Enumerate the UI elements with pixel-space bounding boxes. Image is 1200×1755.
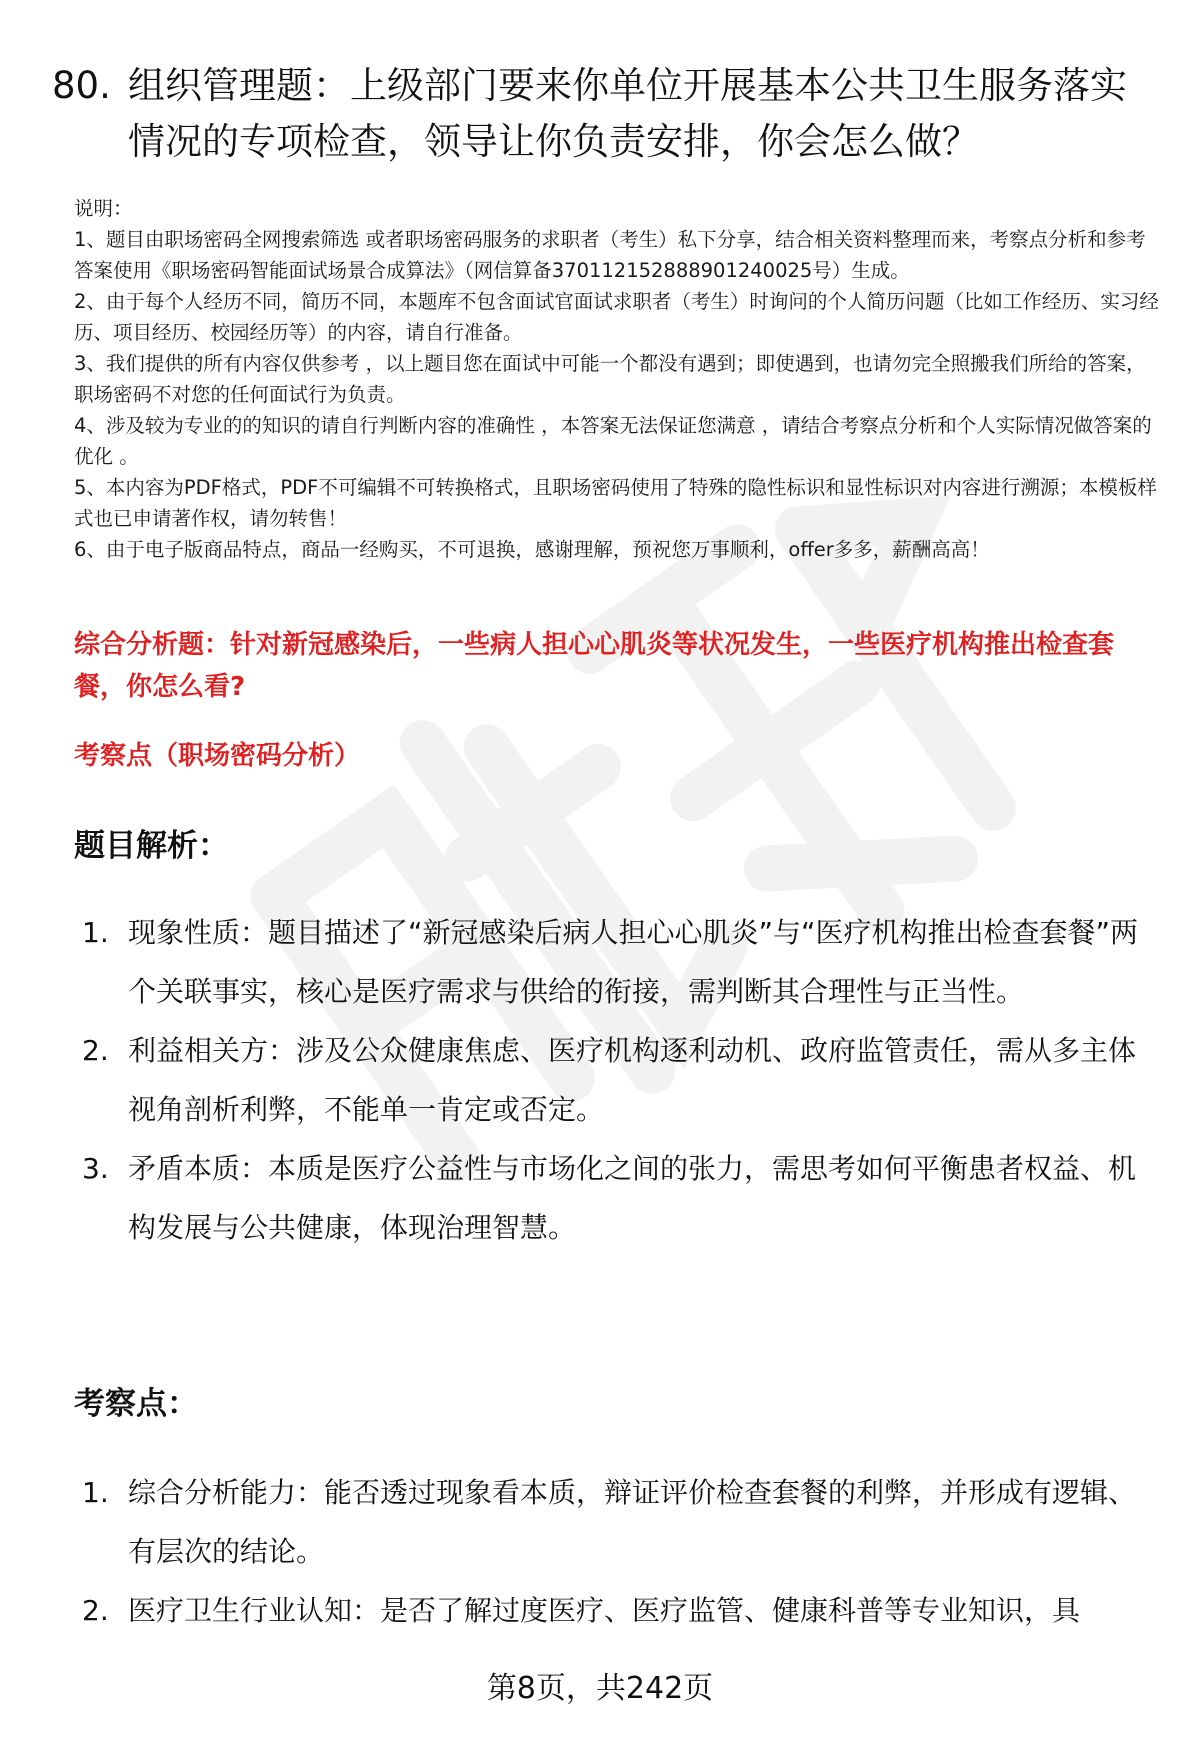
notes-section xyxy=(74,193,1164,565)
item-number: 2. xyxy=(82,1034,109,1067)
item-number: 3. xyxy=(82,1152,109,1185)
notes-line: 5、本内容为PDF格式，PDF不可编辑不可转换格式，且职场密码使用了特殊的隐性标识和显性标识对内容进行溯源；本模板样式也已申请著作权，请勿转售！ xyxy=(74,476,1157,530)
list-item xyxy=(82,1139,1157,1257)
question-text: 组织管理题：上级部门要来你单位开展基本公共卫生服务落实情况的专项检查，领导让你负责安排，你会怎么做？ xyxy=(128,64,1127,163)
list-item xyxy=(82,903,1157,1021)
item-text: 利益相关方：涉及公众健康焦虑、医疗机构逐利动机、政府监管责任，需从多主体视角剖析利弊，不能单一肯定或否定。 xyxy=(128,1034,1137,1126)
analysis-list xyxy=(82,903,1157,1257)
notes-line: 说明： xyxy=(74,197,133,220)
item-text: 医疗卫生行业认知：是否了解过度医疗、医疗监管、健康科普等专业知识，具 xyxy=(128,1594,1081,1627)
list-item xyxy=(82,1581,1157,1640)
item-number: 2. xyxy=(82,1594,109,1627)
item-number: 1. xyxy=(82,916,109,949)
item-text: 综合分析能力：能否透过现象看本质，辩证评价检查套餐的利弊，并形成有逻辑、有层次的结论。 xyxy=(128,1476,1137,1568)
list-item xyxy=(82,1463,1157,1581)
question-number: 80. xyxy=(52,64,111,107)
points-list xyxy=(82,1463,1157,1640)
list-item xyxy=(82,1021,1157,1139)
notes-line: 3、我们提供的所有内容仅供参考 ，以上题目您在面试中可能一个都没有遇到；即使遇到，也请勿完全照搬我们所给的答案，职场密码不对您的任何面试行为负责。 xyxy=(74,352,1146,406)
sub-question: 综合分析题：针对新冠感染后，一些病人担心心肌炎等状况发生，一些医疗机构推出检查套餐，你怎么看? xyxy=(74,630,1115,702)
notes-line: 2、由于每个人经历不同，简历不同，本题库不包含面试官面试求职者（考生）时询问的个人简历问题（比如工作经历、实习经历、项目经历、校园经历等）的内容，请自行准备。 xyxy=(74,290,1159,344)
notes-line: 6、由于电子版商品特点，商品一经购买，不可退换，感谢理解，预祝您万事顺利，offer多多，薪酬高高！ xyxy=(74,538,990,561)
notes-line: 4、涉及较为专业的的知识的请自行判断内容的准确性 ，本答案无法保证您满意 ，请结合考察点分析和个人实际情况做答案的优化 。 xyxy=(74,414,1152,468)
page-footer: 第8页，共242页 xyxy=(486,1671,714,1706)
exam-point-label: 考察点（职场密码分析） xyxy=(74,741,361,771)
points-heading: 考察点： xyxy=(74,1386,198,1422)
analysis-heading: 题目解析： xyxy=(74,828,229,864)
question-title xyxy=(52,58,1162,170)
item-text: 现象性质：题目描述了“新冠感染后病人担心心肌炎”与“医疗机构推出检查套餐”两个关联事实，核心是医疗需求与供给的衔接，需判断其合理性与正当性。 xyxy=(128,916,1139,1008)
item-number: 1. xyxy=(82,1476,109,1509)
notes-line: 1、题目由职场密码全网搜索筛选 或者职场密码服务的求职者（考生）私下分享，结合相关资料整理而来，考察点分析和参考答案使用《职场密码智能面试场景合成算法》（网信算备370112152888901240025号）生成。 xyxy=(74,228,1146,282)
item-text: 矛盾本质：本质是医疗公益性与市场化之间的张力，需思考如何平衡患者权益、机构发展与公共健康，体现治理智慧。 xyxy=(128,1152,1137,1244)
